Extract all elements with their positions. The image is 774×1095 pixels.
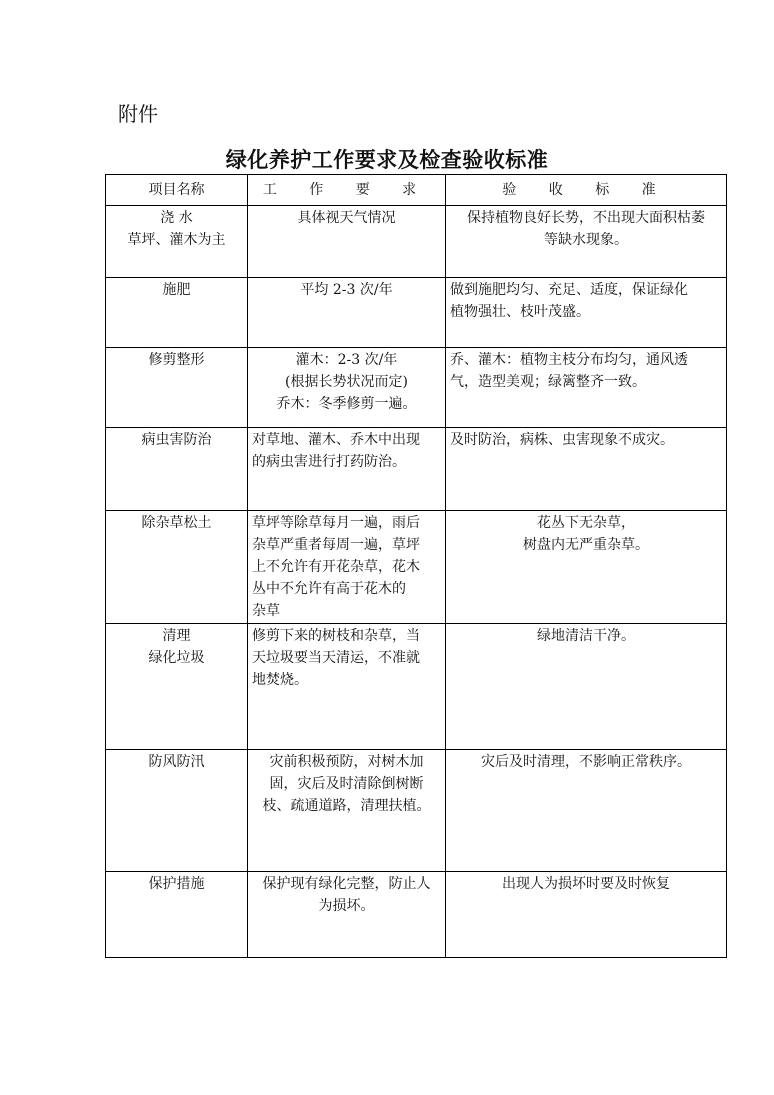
cell-text-line: 灾前积极预防，对树木加 [269,754,424,770]
cell-text-line: 施肥 [162,282,191,298]
cell-text-line: (根据长势状况而定) [285,374,408,390]
table-row [106,872,727,958]
cell-text-line: 枝、疏通道路，清理扶植。 [262,798,431,814]
cell-text-line: 乔木：冬季修剪一遍。 [276,396,417,412]
cell-text-line: 地焚烧。 [252,672,308,688]
cell-text-line: 做到施肥均匀、充足、适度，保证绿化 [450,282,688,298]
attachment-label: 附件 [118,102,158,126]
standard-cell [446,624,727,750]
cell-text-line: 固，灾后及时清除倒树断 [269,776,424,792]
cell-text-line: 平均 2-3 次/年 [300,282,393,298]
cell-text-line: 保护措施 [148,876,205,892]
requirement-cell [248,348,446,428]
requirement-cell [248,750,446,872]
item-cell [106,511,248,624]
requirement-cell [248,511,446,624]
cell-text-line: 花丛下无杂草， [537,515,635,531]
standard-cell [446,206,727,278]
cell-text-line: 上不允许有开花杂草，花木 [252,559,420,575]
cell-text-line: 为损坏。 [318,898,375,914]
cell-text-line: 病虫害防治 [141,432,212,448]
standard-cell [446,348,727,428]
standard-cell [446,872,727,958]
cell-text-line: 的病虫害进行打药防治。 [252,454,406,470]
cell-text-line: 清理 [162,628,191,644]
requirement-cell [248,624,446,750]
header-item-name: 项目名称 [106,175,248,206]
cell-text-line: 修剪整形 [148,352,205,368]
item-cell [106,206,248,278]
standards-table [105,174,727,958]
cell-text-line: 修剪下来的树枝和杂草，当 [252,628,420,644]
cell-text-line: 对草地、灌木、乔木中出现 [252,432,420,448]
header-standard: 验 收 标 准 [446,175,727,206]
cell-text-line: 乔、灌木：植物主枝分布均匀，通风透 [450,352,688,368]
requirement-cell [248,206,446,278]
cell-text-line: 等缺水现象。 [544,232,628,248]
cell-text-line: 树盘内无严重杂草。 [523,537,649,553]
cell-text-line: 除杂草松土 [141,515,212,531]
cell-text-line: 保护现有绿化完整，防止人 [262,876,431,892]
table-row [106,206,727,278]
table-row [106,624,727,750]
item-cell [106,348,248,428]
item-cell [106,872,248,958]
cell-text-line: 具体视天气情况 [297,210,396,226]
item-cell [106,624,248,750]
cell-text-line: 灾后及时清理，不影响正常秩序。 [481,754,691,770]
item-cell [106,428,248,511]
standard-cell [446,428,727,511]
cell-text-line: 出现人为损坏时要及时恢复 [502,876,670,892]
table-row [106,348,727,428]
standard-cell [446,278,727,348]
cell-text-line: 杂草严重者每周一遍，草坪 [252,537,420,553]
item-cell [106,278,248,348]
cell-text-line: 及时防治，病株、虫害现象不成灾。 [450,432,674,448]
table-header-row [106,175,727,206]
cell-text-line: 草坪等除草每月一遍，雨后 [252,515,420,531]
table-row [106,750,727,872]
table-row [106,511,727,624]
cell-text-line: 杂草 [252,603,280,619]
standard-cell [446,750,727,872]
cell-text-line: 绿地清洁干净。 [537,628,635,644]
requirement-cell [248,428,446,511]
item-cell [106,750,248,872]
table-row [106,278,727,348]
cell-text-line: 气，造型美观；绿篱整齐一致。 [450,374,646,390]
document-title: 绿化养护工作要求及检查验收标准 [225,147,549,172]
cell-text-line: 防风防汛 [148,754,205,770]
cell-text-line: 天垃圾要当天清运，不准就 [252,650,420,666]
cell-text-line: 灌木：2-3 次/年 [295,352,398,368]
requirement-cell [248,872,446,958]
table-row [106,428,727,511]
requirement-cell [248,278,446,348]
cell-text-line: 丛中不允许有高于花木的 [252,581,406,597]
standard-cell [446,511,727,624]
cell-text-line: 绿化垃圾 [148,650,205,666]
cell-text-line: 保持植物良好长势，不出现大面积枯萎 [467,210,705,226]
header-requirement: 工 作 要 求 [248,175,446,206]
cell-text-line: 浇 水 [160,210,193,226]
cell-text-line: 草坪、灌木为主 [127,232,226,248]
cell-text-line: 植物强壮、枝叶茂盛。 [450,304,590,320]
